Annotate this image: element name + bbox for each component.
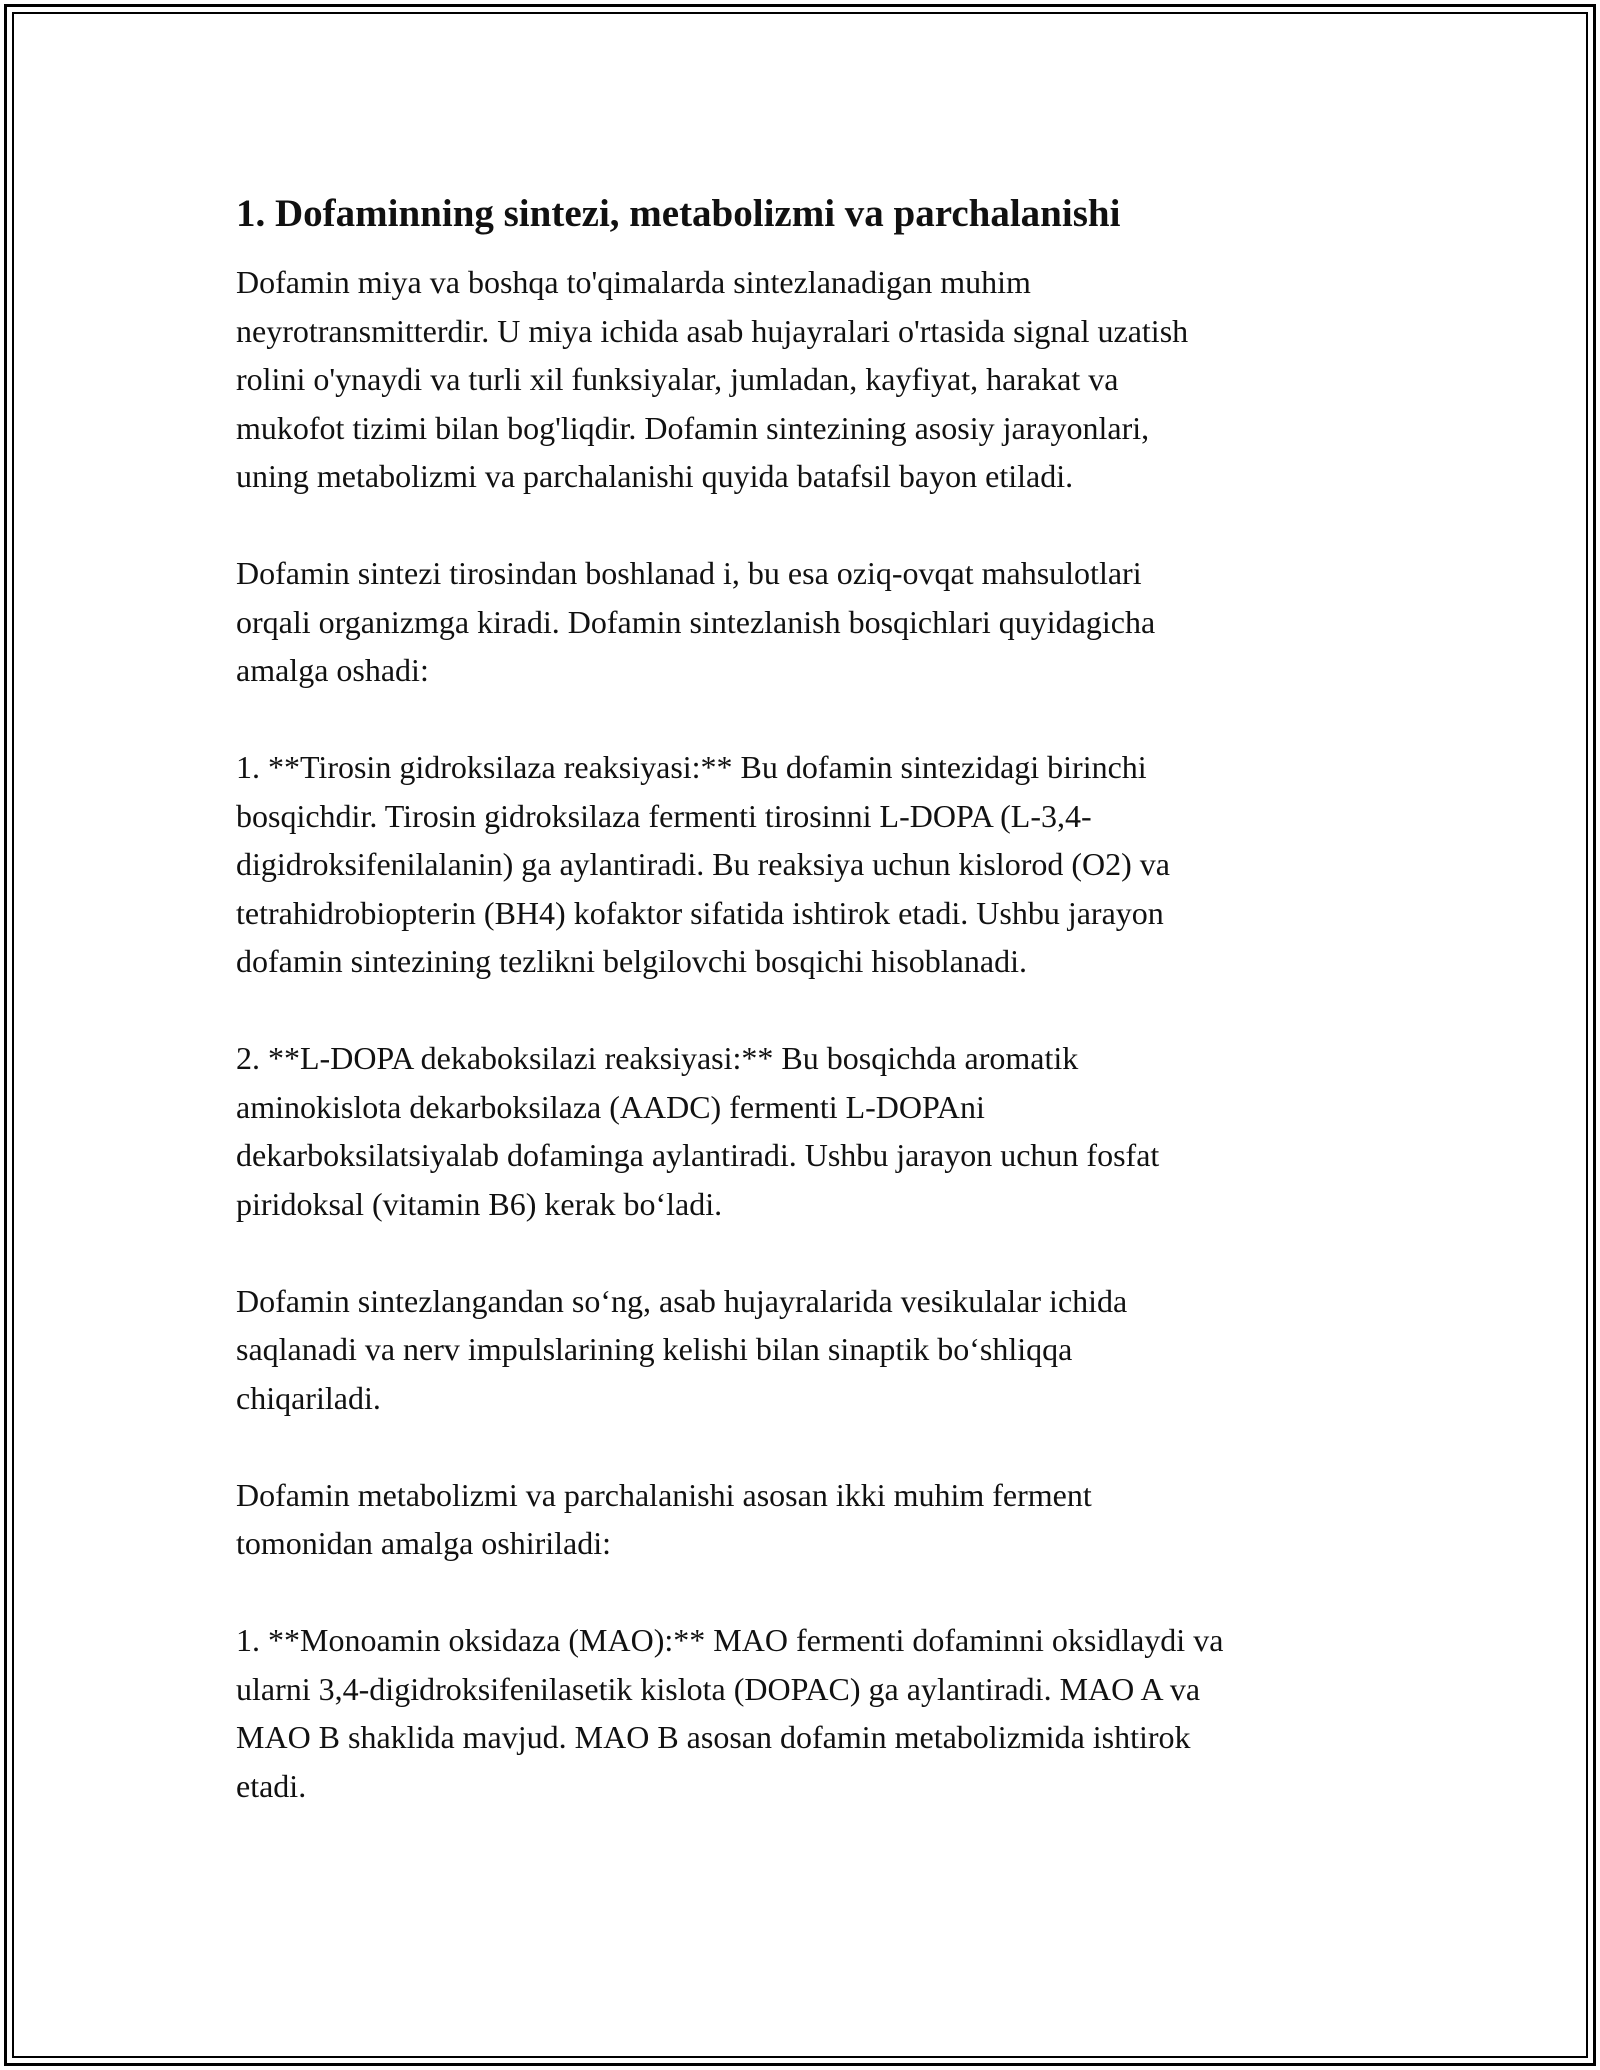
paragraph-step-2-ldopa-decarboxylase: 2. **L-DOPA dekaboksilazi reaksiyasi:** Bu bosqichda aromatik aminokislota dekarboksilaza (AADC) fermenti L-DOPAni dekarboksilatsiyalab dofaminga aylantiradi. Ushbu jarayon uchun fosfat piridoksal (vitamin B6) kerak bo‘ladi.	[236, 1040, 1160, 1222]
paragraph-metabolism-intro: Dofamin metabolizmi va parchalanishi asosan ikki muhim ferment tomonidan amalga oshiriladi:	[236, 1476, 1092, 1561]
paragraph-synthesis-start: Dofamin sintezi tirosindan boshlanad i, bu esa oziq-ovqat mahsulotlari orqali organizmga kiradi. Dofamin sintezlanish bosqichlari quyidagicha amalga oshadi:	[236, 555, 1156, 688]
paragraph-storage-release: Dofamin sintezlangandan so‘ng, asab hujayralarida vesikulalar ichida saqlanadi va nerv impulslarining kelishi bilan sinaptik bo‘shliqqa chiqariladi.	[236, 1282, 1128, 1416]
paragraph-intro: Dofamin miya va boshqa to'qimalarda sintezlanadigan muhim neyrotransmitterdir. U miya ichida asab hujayralari o'rtasida signal uzatish rolini o'ynaydi va turli xil funksiyalar, jumladan, kayfiyat, harakat va mukofot tizimi bilan bog'liqdir. Dofamin sintezining asosiy jarayonlari, uning metabolizmi va parchalanishi quyida batafsil bayon etiladi.	[236, 264, 1189, 494]
paragraph-step-1-tyrosine-hydroxylase: 1. **Tirosin gidroksilaza reaksiyasi:** Bu dofamin sintezidagi birinchi bosqichdir. Tirosin gidroksilaza fermenti tirosinni L-DOPA (L-3,4- digidroksifenilalanin) ga aylantiradi. Bu reaksiya uchun kislorod (O2) va tetrahidrobiopterin (BH4) kofaktor sifatida ishtirok etadi. Ushbu jarayon dofamin sintezining tezlikni belgilovchi bosqichi hisoblanadi.	[236, 749, 1170, 979]
document-title: 1. Dofaminning sintezi, metabolizmi va parchalanishi	[236, 192, 1121, 235]
document-body	[236, 186, 1376, 1810]
paragraph-mao: 1. **Monoamin oksidaza (MAO):** MAO fermenti dofaminni oksidlaydi va ularni 3,4-digidroksifenilasetik kislota (DOPAC) ga aylantiradi. MAO A va MAO B shaklida mavjud. MAO B asosan dofamin metabolizmida ishtirok etadi.	[236, 1622, 1224, 1804]
